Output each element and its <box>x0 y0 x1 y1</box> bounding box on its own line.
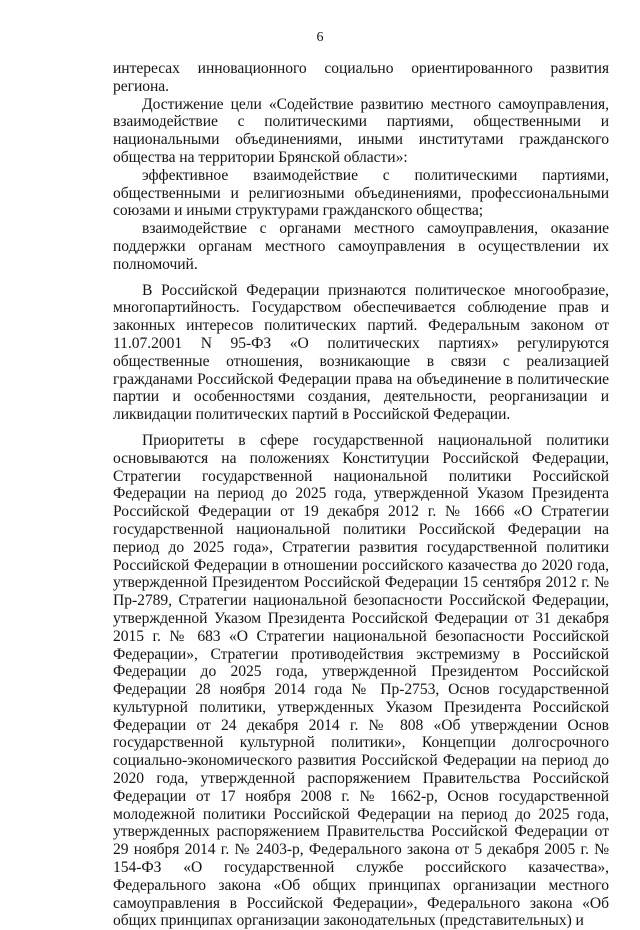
paragraph-task-local-government: взаимодействие с органами местного самоуправления, оказание поддержки органам местного самоуправления в осуществлении их полномочий. <box>113 220 609 273</box>
paragraph-task-interaction-parties: эффективное взаимодействие с политическими партиями, общественными и религиозными объединениями, профессиональными союзами и иными структурами гражданского общества; <box>113 166 609 220</box>
page-number: 6 <box>316 30 324 45</box>
paragraph-continuation: интересах инновационного социально ориентированного развития региона. <box>113 60 609 95</box>
paragraph-political-diversity: В Российской Федерации признаются политическое многообразие, многопартийность. Государством обеспечивается соблюдение прав и законных интересов политических партий. Федеральным законом от 11.07.2001 N 95-ФЗ «О политических партиях» регулируются общественные отношения, возникающие в связи с реализацией гражданами Российской Федерации права на объединение в политические партии и особенностями создания, деятельности, реорганизации и ликвидации политических партий в Российской Федерации. <box>113 281 609 424</box>
paragraph-national-policy-priorities: Приоритеты в сфере государственной национальной политики основываются на положениях Конституции Российской Федерации, Стратегии государственной национальной политики Российской Федерации на период до 2025 года, утвержденной Указом Президента Российской Федерации от 19 декабря 2012 г. № 1666 «О Стратегии государственной национальной политики Российской Федерации на период до 2025 года», Стратегии развития государственной политики Российской Федерации в отношении российского казачества до 2020 года, утвержденной Президентом Российской Федерации 15 сентября 2012 г. № Пр-2789, Стратегии национальной безопасности Российской Федерации, утвержденной Указом Президента Российской Федерации от 31 декабря 2015 г. № 683 «О Стратегии национальной безопасности Российской Федерации», Стратегии противодействия экстремизму в Российской Федерации до 2025 года, утвержденной Президентом Российской Федерации 28 ноября 2014 года № Пр-2753, Основ государственной культурной политики, утвержденных Указом Президента Российской Федерации от 24 декабря 2014 г. № 808 «Об утверждении Основ государственной культурной политики», Концепции долгосрочного социально-экономического развития Российской Федерации на период до 2020 года, утвержденной распоряжением Правительства Российской Федерации от 17 ноября 2008 г. № 1662-р, Основ государственной молодежной политики Российской Федерации на период до 2025 года, утвержденных распоряжением Правительства Российской Федерации от 29 ноября 2014 г. № 2403-р, Федерального закона от 5 декабря 2005 г. № 154-ФЗ «О государственной службе российского казачества», Федерального закона «Об общих принципах организации местного самоуправления в Российской Федерации», Федерального закона «Об общих принципах организации законодательных (представительных) и <box>113 431 609 930</box>
paragraph-goal: Достижение цели «Содействие развитию местного самоуправления, взаимодействие с политическими партиями, общественными и национальными объединениями, иными институтами гражданского общества на территории Брянской области»: <box>113 95 609 166</box>
document-body <box>113 60 609 930</box>
